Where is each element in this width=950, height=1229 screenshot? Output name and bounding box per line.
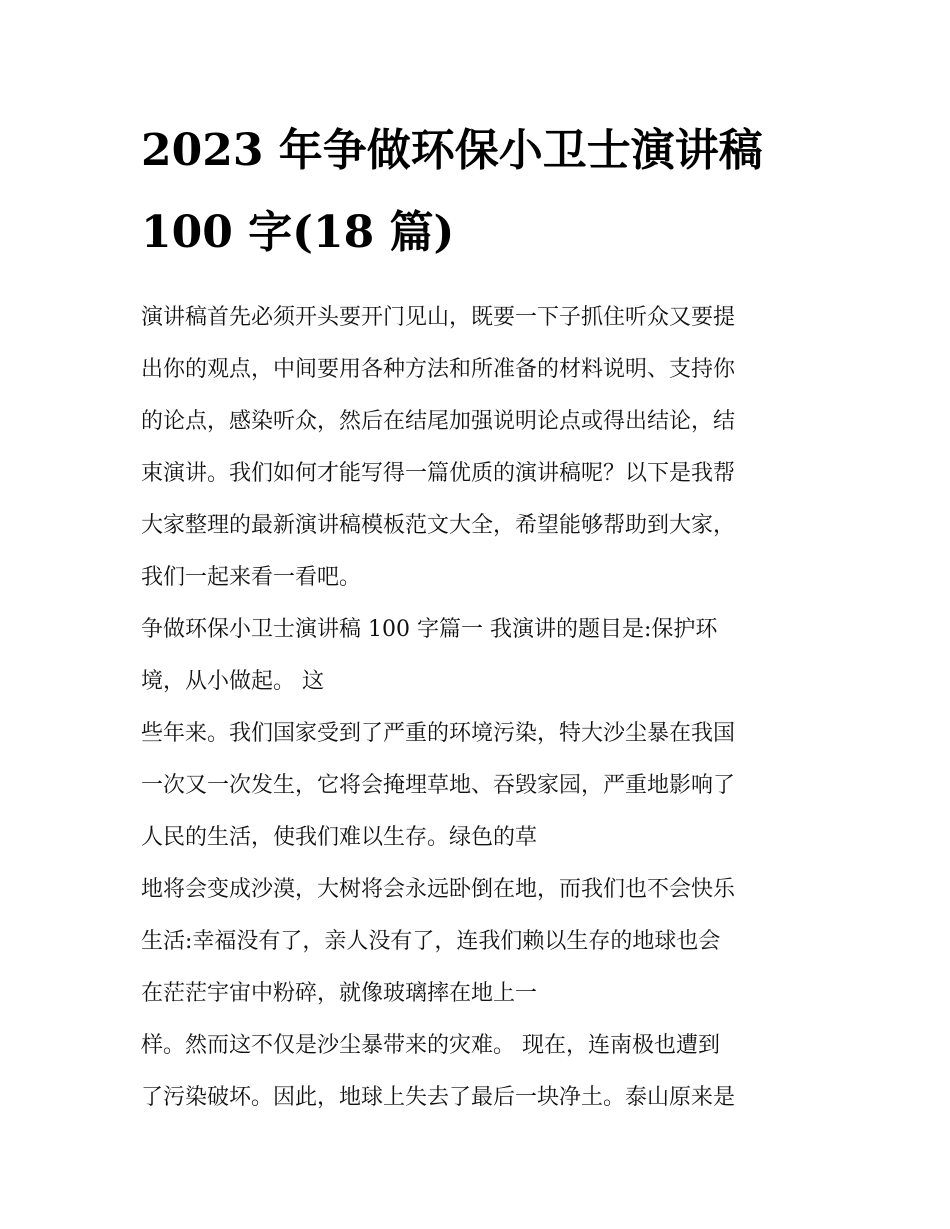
body-line-1: 演讲稿首先必须开头要开门见山，既要一下子抓住听众又要提 (141, 305, 736, 330)
body-line-4: 束演讲。我们如何才能写得一篇优质的演讲稿呢？以下是我帮 (141, 461, 736, 486)
body-line-6: 我们一起来看一看吧。 (141, 565, 362, 590)
body-line-13: 生活:幸福没有了，亲人没有了，连我们赖以生存的地球也会 (141, 929, 721, 954)
title-line-2: 100 字(18 篇) (141, 207, 455, 258)
title-line-1: 2023 年争做环保小卫士演讲稿 (141, 125, 763, 176)
body-line-11: 人民的生活，使我们难以生存。绿色的草 (141, 825, 538, 850)
body-line-2: 出你的观点，中间要用各种方法和所准备的材料说明、支持你 (141, 357, 736, 382)
body-line-3: 的论点，感染听众，然后在结尾加强说明论点或得出结论，结 (141, 409, 736, 434)
body-line-12: 地将会变成沙漠，大树将会永远卧倒在地，而我们也不会快乐 (141, 877, 736, 902)
body-line-7: 争做环保小卫士演讲稿 100 字篇一 我演讲的题目是:保护环 (141, 617, 718, 642)
body-line-14: 在茫茫宇宙中粉碎，就像玻璃摔在地上一 (141, 981, 538, 1006)
body-line-8: 境，从小做起。 这 (141, 669, 324, 694)
body-line-10: 一次又一次发生，它将会掩埋草地、吞毁家园，严重地影响了 (141, 773, 736, 798)
document-title (141, 110, 821, 274)
body-line-5: 大家整理的最新演讲稿模板范文大全，希望能够帮助到大家， (141, 513, 736, 538)
document-page (141, 110, 821, 1124)
document-body (141, 292, 821, 1124)
body-line-16: 了污染破坏。因此，地球上失去了最后一块净土。泰山原来是 (141, 1085, 736, 1110)
body-line-9: 些年来。我们国家受到了严重的环境污染，特大沙尘暴在我国 (141, 721, 736, 746)
body-line-15: 样。然而这不仅是沙尘暴带来的灾难。 现在，连南极也遭到 (141, 1033, 720, 1058)
